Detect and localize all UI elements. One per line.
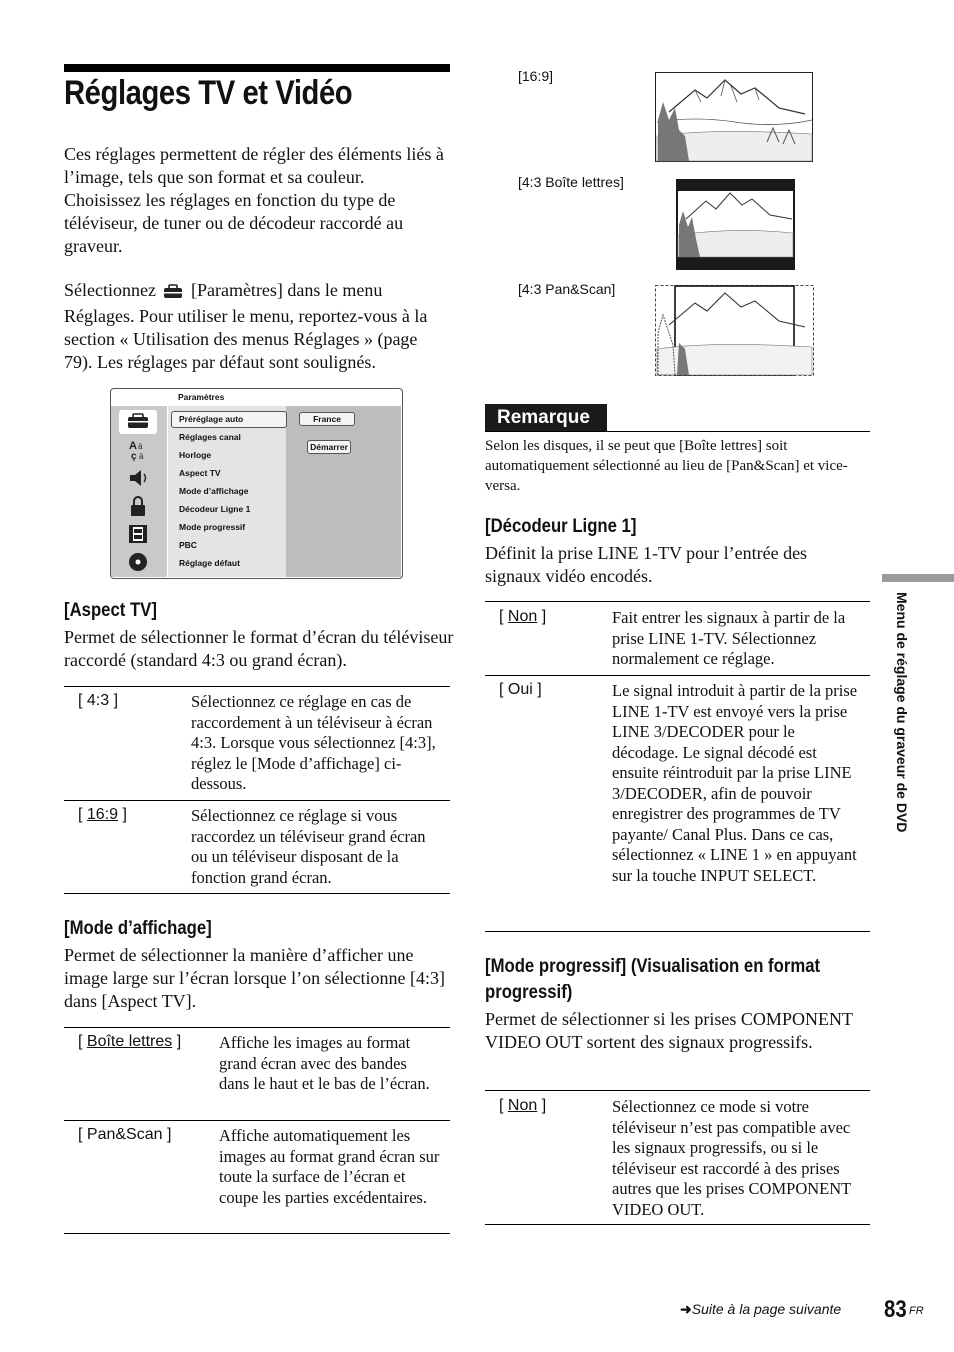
menu-icon-column xyxy=(111,406,167,577)
option-description: Sélectionnez ce réglage si vous raccordez un téléviseur grand écran ou un téléviseur disposant de la fonction grand écran. xyxy=(191,806,426,887)
menu-item[interactable]: Préréglage auto xyxy=(179,414,244,424)
landscape-image-16-9 xyxy=(655,72,813,162)
table-rule xyxy=(64,1233,450,1234)
table-rule xyxy=(64,1027,450,1028)
menu-item[interactable]: Mode d’affichage xyxy=(179,486,249,496)
display-text: Permet de sélectionner la manière d’afficher une image large sur l’écran lorsque l’on sélectionne [4:3] dans [Aspect TV]. xyxy=(64,945,446,1011)
figure-label-letterbox: [4:3 Boîte lettres] xyxy=(518,174,624,190)
table-rule xyxy=(485,601,870,602)
option-description: Le signal introduit à partir de la prise LINE 1-TV est envoyé vers la prise LINE 3/DECODER pour le décodage. Le signal décodé est ensuite réintroduit par la prise LINE 3/DECODER, afin de pouvoir enregistrer des programmes de TV payante/ Canal Plus. Dans ce cas, sélectionnez « LINE 1 » en appuyant sur la touche INPUT SELECT. xyxy=(612,681,858,885)
option-label: [ Non ] xyxy=(499,1097,547,1114)
table-rule xyxy=(64,800,450,801)
menu-item[interactable]: Mode progressif xyxy=(179,522,246,532)
decoder-heading: [Décodeur Ligne 1] xyxy=(485,516,637,537)
svg-text:ä: ä xyxy=(138,442,143,451)
select-after-text: [Paramètres] dans le menu xyxy=(190,280,383,300)
menu-item[interactable]: Aspect TV xyxy=(179,468,221,478)
speaker-icon xyxy=(125,466,151,490)
option-label: [ Boîte lettres ] xyxy=(78,1033,182,1050)
option-description: Sélectionnez ce réglage en cas de raccordement à un téléviseur à écran 4:3. Lorsque vous sélectionnez [4:3], réglez le [Mode d’affichage] ci-dessous. xyxy=(191,692,436,793)
progressive-heading-line1: [Mode progressif] (Visualisation en format xyxy=(485,956,821,977)
option-description: Fait entrer les signaux à partir de la prise LINE 1-TV. Sélectionnez normalement ce réglage. xyxy=(612,608,846,668)
menu-item[interactable]: Réglage défaut xyxy=(179,558,240,568)
menu-item[interactable]: PBC xyxy=(179,540,197,550)
option-label: [ 4:3 ] xyxy=(78,692,119,709)
language-icon xyxy=(125,438,151,462)
film-icon xyxy=(125,522,151,546)
table-rule xyxy=(485,1090,870,1091)
table-rule xyxy=(485,1224,870,1225)
table-rule xyxy=(485,675,870,676)
landscape-image-panscan xyxy=(655,285,814,376)
country-value[interactable]: France xyxy=(299,412,355,426)
note-text: Selon les disques, il se peut que [Boîte lettres] soit automatiquement sélectionné au lieu de [Pan&Scan] et vice-versa. xyxy=(485,438,848,494)
continue-note[interactable]: ➜Suite à la page suivante xyxy=(680,1301,842,1317)
figure-label-panscan: [4:3 Pan&Scan] xyxy=(518,281,616,297)
svg-text:ç: ç xyxy=(131,451,137,462)
option-label: [ 16:9 ] xyxy=(78,806,127,823)
landscape-image-letterbox xyxy=(676,179,795,270)
svg-text:A: A xyxy=(129,440,137,452)
menu-title: Paramètres xyxy=(178,392,225,402)
arrow-right-icon: ➜ xyxy=(680,1301,692,1317)
table-rule xyxy=(64,1120,450,1121)
disc-icon xyxy=(125,550,151,574)
page-number: 83 xyxy=(884,1296,907,1323)
note-rule xyxy=(485,431,870,432)
sidebar-section-label: Menu de réglage du graveur de DVD xyxy=(894,592,910,833)
option-description: Affiche automatiquement les images au format grand écran sur toute la surface de l’écran et coupe les parties excédentaires. xyxy=(219,1126,440,1207)
table-rule xyxy=(485,931,870,932)
decoder-text: Définit la prise LINE 1-TV pour l’entrée des signaux vidéo encodés. xyxy=(485,543,808,586)
select-paragraph xyxy=(64,279,450,374)
table-rule xyxy=(64,686,450,687)
settings-menu-illustration xyxy=(110,388,403,579)
table-rule xyxy=(64,893,450,894)
display-heading: [Mode d’affichage] xyxy=(64,918,212,939)
toolbox-icon xyxy=(163,282,183,305)
progressive-text: Permet de sélectionner si les prises COMPONENT VIDEO OUT sortent des signaux progressifs. xyxy=(485,1009,853,1052)
option-label: [ Pan&Scan ] xyxy=(78,1126,172,1143)
title-rule xyxy=(64,64,450,72)
language-code: FR xyxy=(909,1305,924,1317)
intro-paragraph: Ces réglages permettent de régler des éléments liés à l’image, tels que son format et sa couleur. Choisissez les réglages en fonction du type de téléviseur, de tuner ou de décodeur raccordé au graveur. xyxy=(64,144,444,256)
note-badge: Remarque xyxy=(485,404,607,431)
aspect-heading: [Aspect TV] xyxy=(64,600,157,621)
option-label: [ Oui ] xyxy=(499,681,542,698)
start-button[interactable]: Démarrer xyxy=(307,440,351,454)
option-description: Affiche les images au format grand écran avec des bandes dans le haut et le bas de l’écran. xyxy=(219,1033,430,1093)
toolbox-icon xyxy=(119,410,157,434)
menu-values-column xyxy=(286,406,401,577)
option-label: [ Non ] xyxy=(499,608,547,625)
page-title: Réglages TV et Vidéo xyxy=(64,74,353,112)
option-description: Sélectionnez ce mode si votre téléviseur n’est pas compatible avec les signaux progressifs, ou si le téléviseur est raccordé à des prises autres que les prises COMPONENT VIDEO OUT. xyxy=(612,1097,851,1219)
menu-item[interactable]: Réglages canal xyxy=(179,432,241,442)
svg-text:ä: ä xyxy=(139,452,144,461)
sidebar-tab xyxy=(882,574,954,582)
menu-item[interactable]: Décodeur Ligne 1 xyxy=(179,504,251,514)
menu-item[interactable]: Horloge xyxy=(179,450,212,460)
select-before-text: Sélectionnez xyxy=(64,280,156,300)
figure-label-16-9: [16:9] xyxy=(518,68,554,84)
lock-icon xyxy=(125,494,151,518)
progressive-heading-line2: progressif) xyxy=(485,982,573,1003)
select-rest-text: Réglages. Pour utiliser le menu, reportez-vous à la section « Utilisation des menus Réglages » (page 79). Les réglages par défaut sont soulignés. xyxy=(64,306,428,372)
aspect-text: Permet de sélectionner le format d’écran du téléviseur raccordé (standard 4:3 ou grand écran). xyxy=(64,627,454,670)
